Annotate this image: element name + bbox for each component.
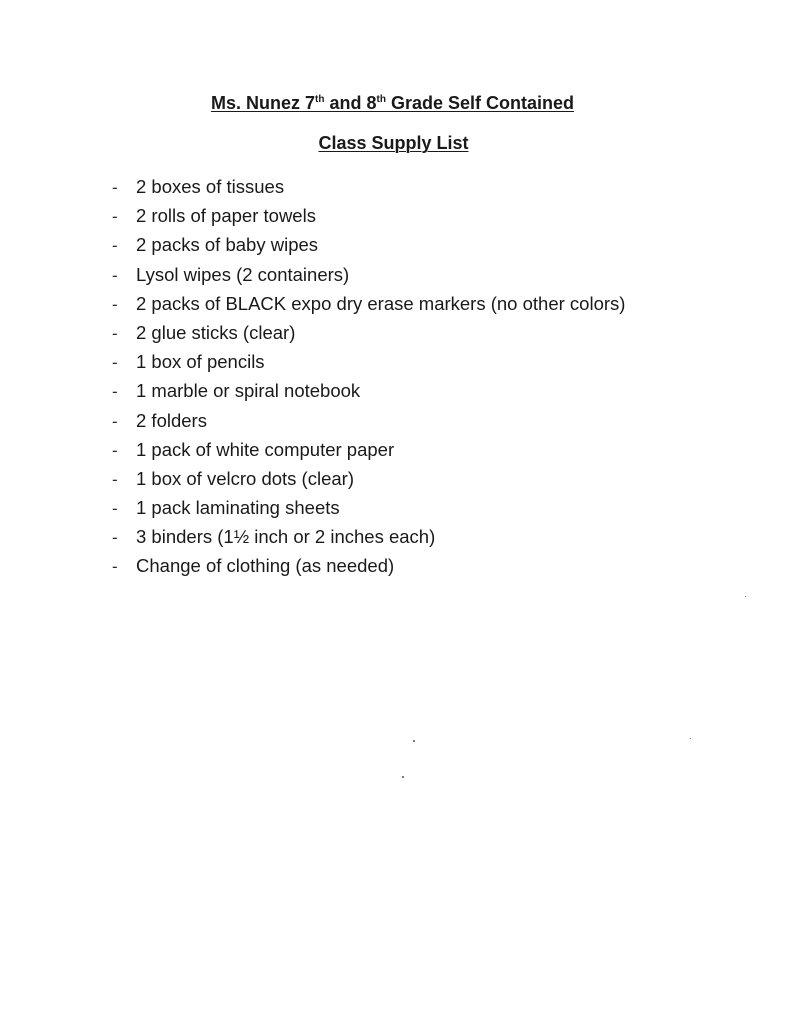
list-item [112, 551, 625, 580]
list-item [112, 464, 625, 493]
list-dash: - [112, 557, 118, 577]
page-subtitle: Class Supply List [318, 133, 469, 153]
title-superscript-7th: th [315, 94, 325, 105]
scan-speck [402, 776, 404, 778]
list-dash: - [112, 178, 118, 197]
list-item [112, 289, 625, 318]
list-item [112, 522, 625, 551]
list-item-text: 2 glue sticks (clear) [136, 321, 296, 343]
supply-list [112, 172, 625, 581]
list-item [112, 347, 625, 376]
page-title [0, 93, 788, 114]
list-item [112, 201, 625, 230]
title-name: Ms. Nunez 7 [211, 93, 316, 113]
list-item-text: 1 pack of white computer paper [136, 438, 395, 460]
title-end: Grade Self Contained [385, 93, 574, 113]
list-dash: - [112, 411, 118, 431]
list-item-text: 1 marble or spiral notebook [136, 380, 361, 402]
list-item-text: Change of clothing (as needed) [136, 555, 395, 577]
scan-speck [413, 740, 415, 742]
list-item-text: 2 packs of baby wipes [136, 234, 319, 256]
list-item-text: 2 rolls of paper towels [136, 205, 316, 227]
list-item [112, 493, 625, 522]
list-item-text: 2 folders [136, 409, 207, 431]
list-dash: - [112, 294, 118, 314]
list-item-text: 1 box of velcro dots (clear) [136, 467, 354, 489]
list-item [112, 406, 625, 435]
list-item-text: 2 packs of BLACK expo dry erase markers (no other colors) [136, 292, 626, 314]
title-superscript-8th: th [376, 94, 386, 105]
list-dash: - [112, 353, 118, 373]
list-item [112, 230, 625, 259]
list-item [112, 376, 625, 405]
list-item [112, 318, 625, 347]
list-item-text: Lysol wipes (2 containers) [136, 263, 350, 285]
list-dash: - [112, 382, 118, 402]
list-item-text: 1 box of pencils [136, 351, 265, 373]
list-dash: - [112, 265, 118, 285]
list-dash: - [112, 440, 118, 460]
list-item [112, 172, 625, 201]
list-dash: - [112, 528, 118, 548]
list-dash: - [112, 236, 118, 256]
scan-speck [745, 596, 746, 597]
list-item-text: 2 boxes of tissues [136, 176, 285, 197]
list-item [112, 435, 625, 464]
title-middle: and 8 [324, 93, 377, 113]
list-dash: - [112, 207, 118, 227]
list-item-text: 1 pack laminating sheets [136, 497, 340, 519]
scan-speck [690, 738, 691, 739]
list-item-text: 3 binders (1½ inch or 2 inches each) [136, 526, 436, 548]
list-item [112, 260, 625, 289]
list-dash: - [112, 469, 118, 489]
list-dash: - [112, 499, 118, 519]
list-dash: - [112, 323, 118, 343]
